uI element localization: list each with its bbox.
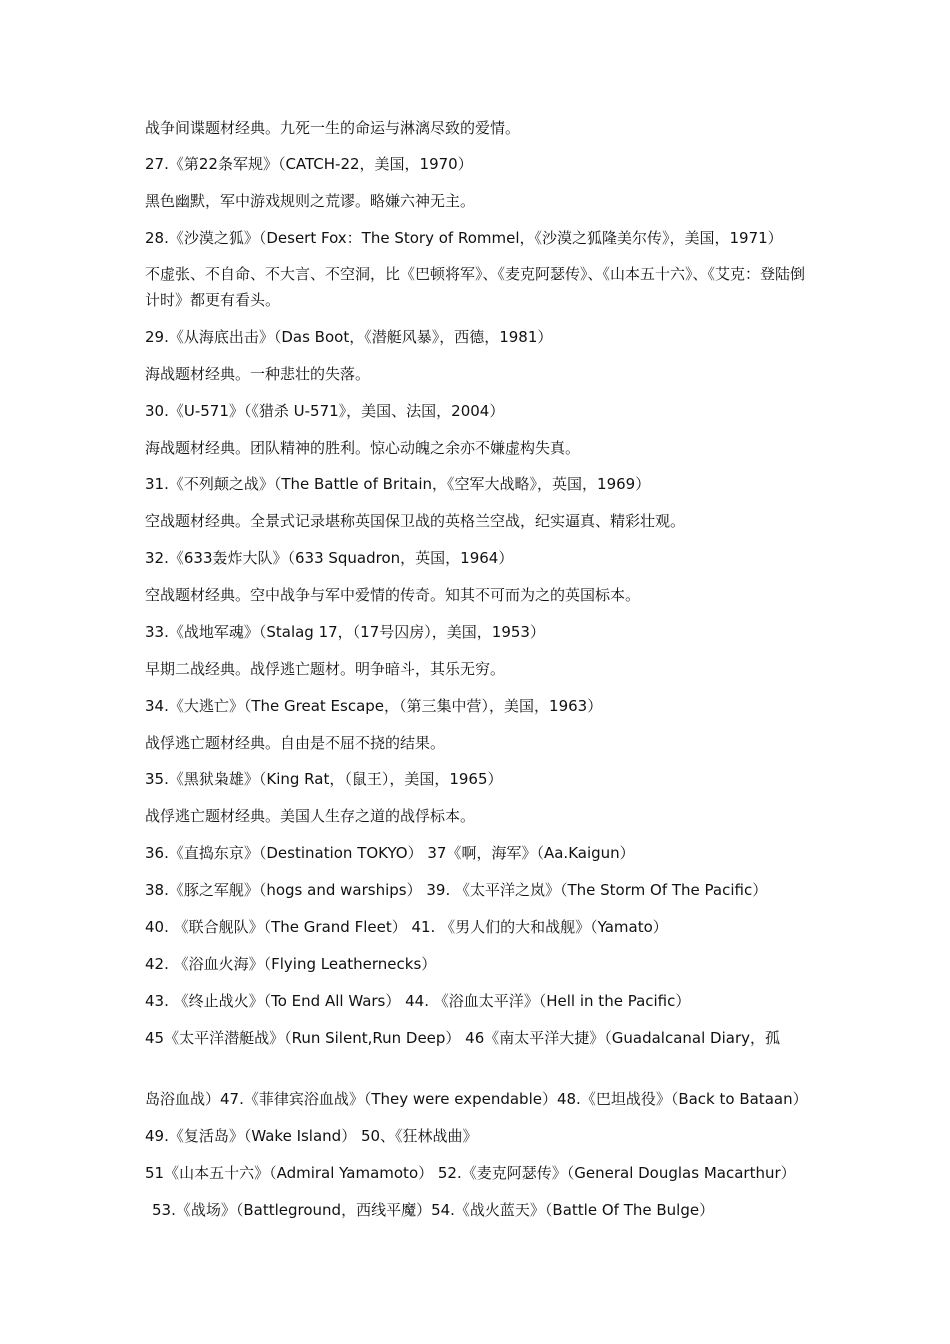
paragraph-line: 空战题材经典。全景式记录堪称英国保卫战的英格兰空战，纪实逼真、精彩壮观。 bbox=[145, 512, 686, 530]
paragraph-line: 黑色幽默，军中游戏规则之荒谬。略嫌六神无主。 bbox=[145, 192, 476, 210]
paragraph-line: 战俘逃亡题材经典。自由是不屈不挠的结果。 bbox=[145, 734, 446, 752]
movie-entry-35: 35.《黑狱枭雄》（King Rat，（鼠王），美国，1965） bbox=[145, 770, 503, 788]
paragraph-line: 海战题材经典。团队精神的胜利。惊心动魄之余亦不嫌虚构失真。 bbox=[145, 439, 581, 457]
paragraph-line: 空战题材经典。空中战争与军中爱情的传奇。知其不可而为之的英国标本。 bbox=[145, 586, 641, 604]
movie-entry-53-54: 53.《战场》（Battleground，西线平魔）54.《战火蓝天》（Battle Of The Bulge） bbox=[152, 1201, 715, 1219]
movie-entry-32: 32.《633轰炸大队》（633 Squadron，英国，1964） bbox=[145, 549, 514, 567]
movie-entry-42: 42. 《浴血火海》（Flying Leathernecks） bbox=[145, 955, 437, 973]
movie-entry-45-46: 45《太平洋潜艇战》（Run Silent,Run Deep） 46《南太平洋大捷》（Guadalcanal Diary，孤 bbox=[145, 1029, 781, 1047]
paragraph-wrapped: 不虚张、不自命、不大言、不空洞，比《巴顿将军》、《麦克阿瑟传》、《山本五十六》、《艾克：登陆倒计时》都更有看头。 bbox=[145, 265, 806, 309]
movie-entry-27: 27.《第22条军规》（CATCH-22，美国，1970） bbox=[145, 155, 473, 173]
movie-entry-38-39: 38.《豚之军舰》（hogs and warships） 39. 《太平洋之岚》（The Storm Of The Pacific） bbox=[145, 881, 768, 899]
paragraph-line: 战俘逃亡题材经典。美国人生存之道的战俘标本。 bbox=[145, 807, 476, 825]
movie-entry-43-44: 43. 《终止战火》（To End All Wars） 44. 《浴血太平洋》（Hell in the Pacific） bbox=[145, 992, 691, 1010]
movie-entry-36-37: 36.《直捣东京》（Destination TOKYO） 37《啊，海军》（Aa.Kaigun） bbox=[145, 844, 635, 862]
paragraph-line: 海战题材经典。一种悲壮的失落。 bbox=[145, 365, 371, 383]
movie-entry-34: 34.《大逃亡》（The Great Escape，（第三集中营），美国，1963） bbox=[145, 697, 603, 715]
movie-entry-33: 33.《战地军魂》（Stalag 17，（17号囚房），美国，1953） bbox=[145, 623, 545, 641]
movie-entry-49-50: 49.《复活岛》（Wake Island） 50、《狂林战曲》 bbox=[145, 1127, 478, 1145]
paragraph-line: 战争间谍题材经典。九死一生的命运与淋漓尽致的爱情。 bbox=[145, 119, 521, 137]
movie-entry-40-41: 40. 《联合舰队》（The Grand Fleet） 41. 《男人们的大和战舰》（Yamato） bbox=[145, 918, 668, 936]
movie-entry-28: 28.《沙漠之狐》（Desert Fox：The Story of Rommel，《沙漠之狐隆美尔传》，美国，1971） bbox=[145, 229, 783, 247]
movie-entry-29: 29.《从海底出击》（Das Boot，《潜艇风暴》，西德，1981） bbox=[145, 328, 553, 346]
paragraph-line: 早期二战经典。战俘逃亡题材。明争暗斗，其乐无穷。 bbox=[145, 660, 506, 678]
movie-entry-47-48: 岛浴血战）47.《菲律宾浴血战》（They were expendable）48.《巴坦战役》（Back to Bataan） bbox=[145, 1090, 808, 1108]
movie-entry-51-52: 51《山本五十六》（Admiral Yamamoto） 52.《麦克阿瑟传》（General Douglas Macarthur） bbox=[145, 1164, 796, 1182]
movie-entry-31: 31.《不列颠之战》（The Battle of Britain，《空军大战略》，英国，1969） bbox=[145, 475, 651, 493]
movie-entry-30: 30.《U-571》（《猎杀 U-571》，美国、法国，2004） bbox=[145, 402, 505, 420]
